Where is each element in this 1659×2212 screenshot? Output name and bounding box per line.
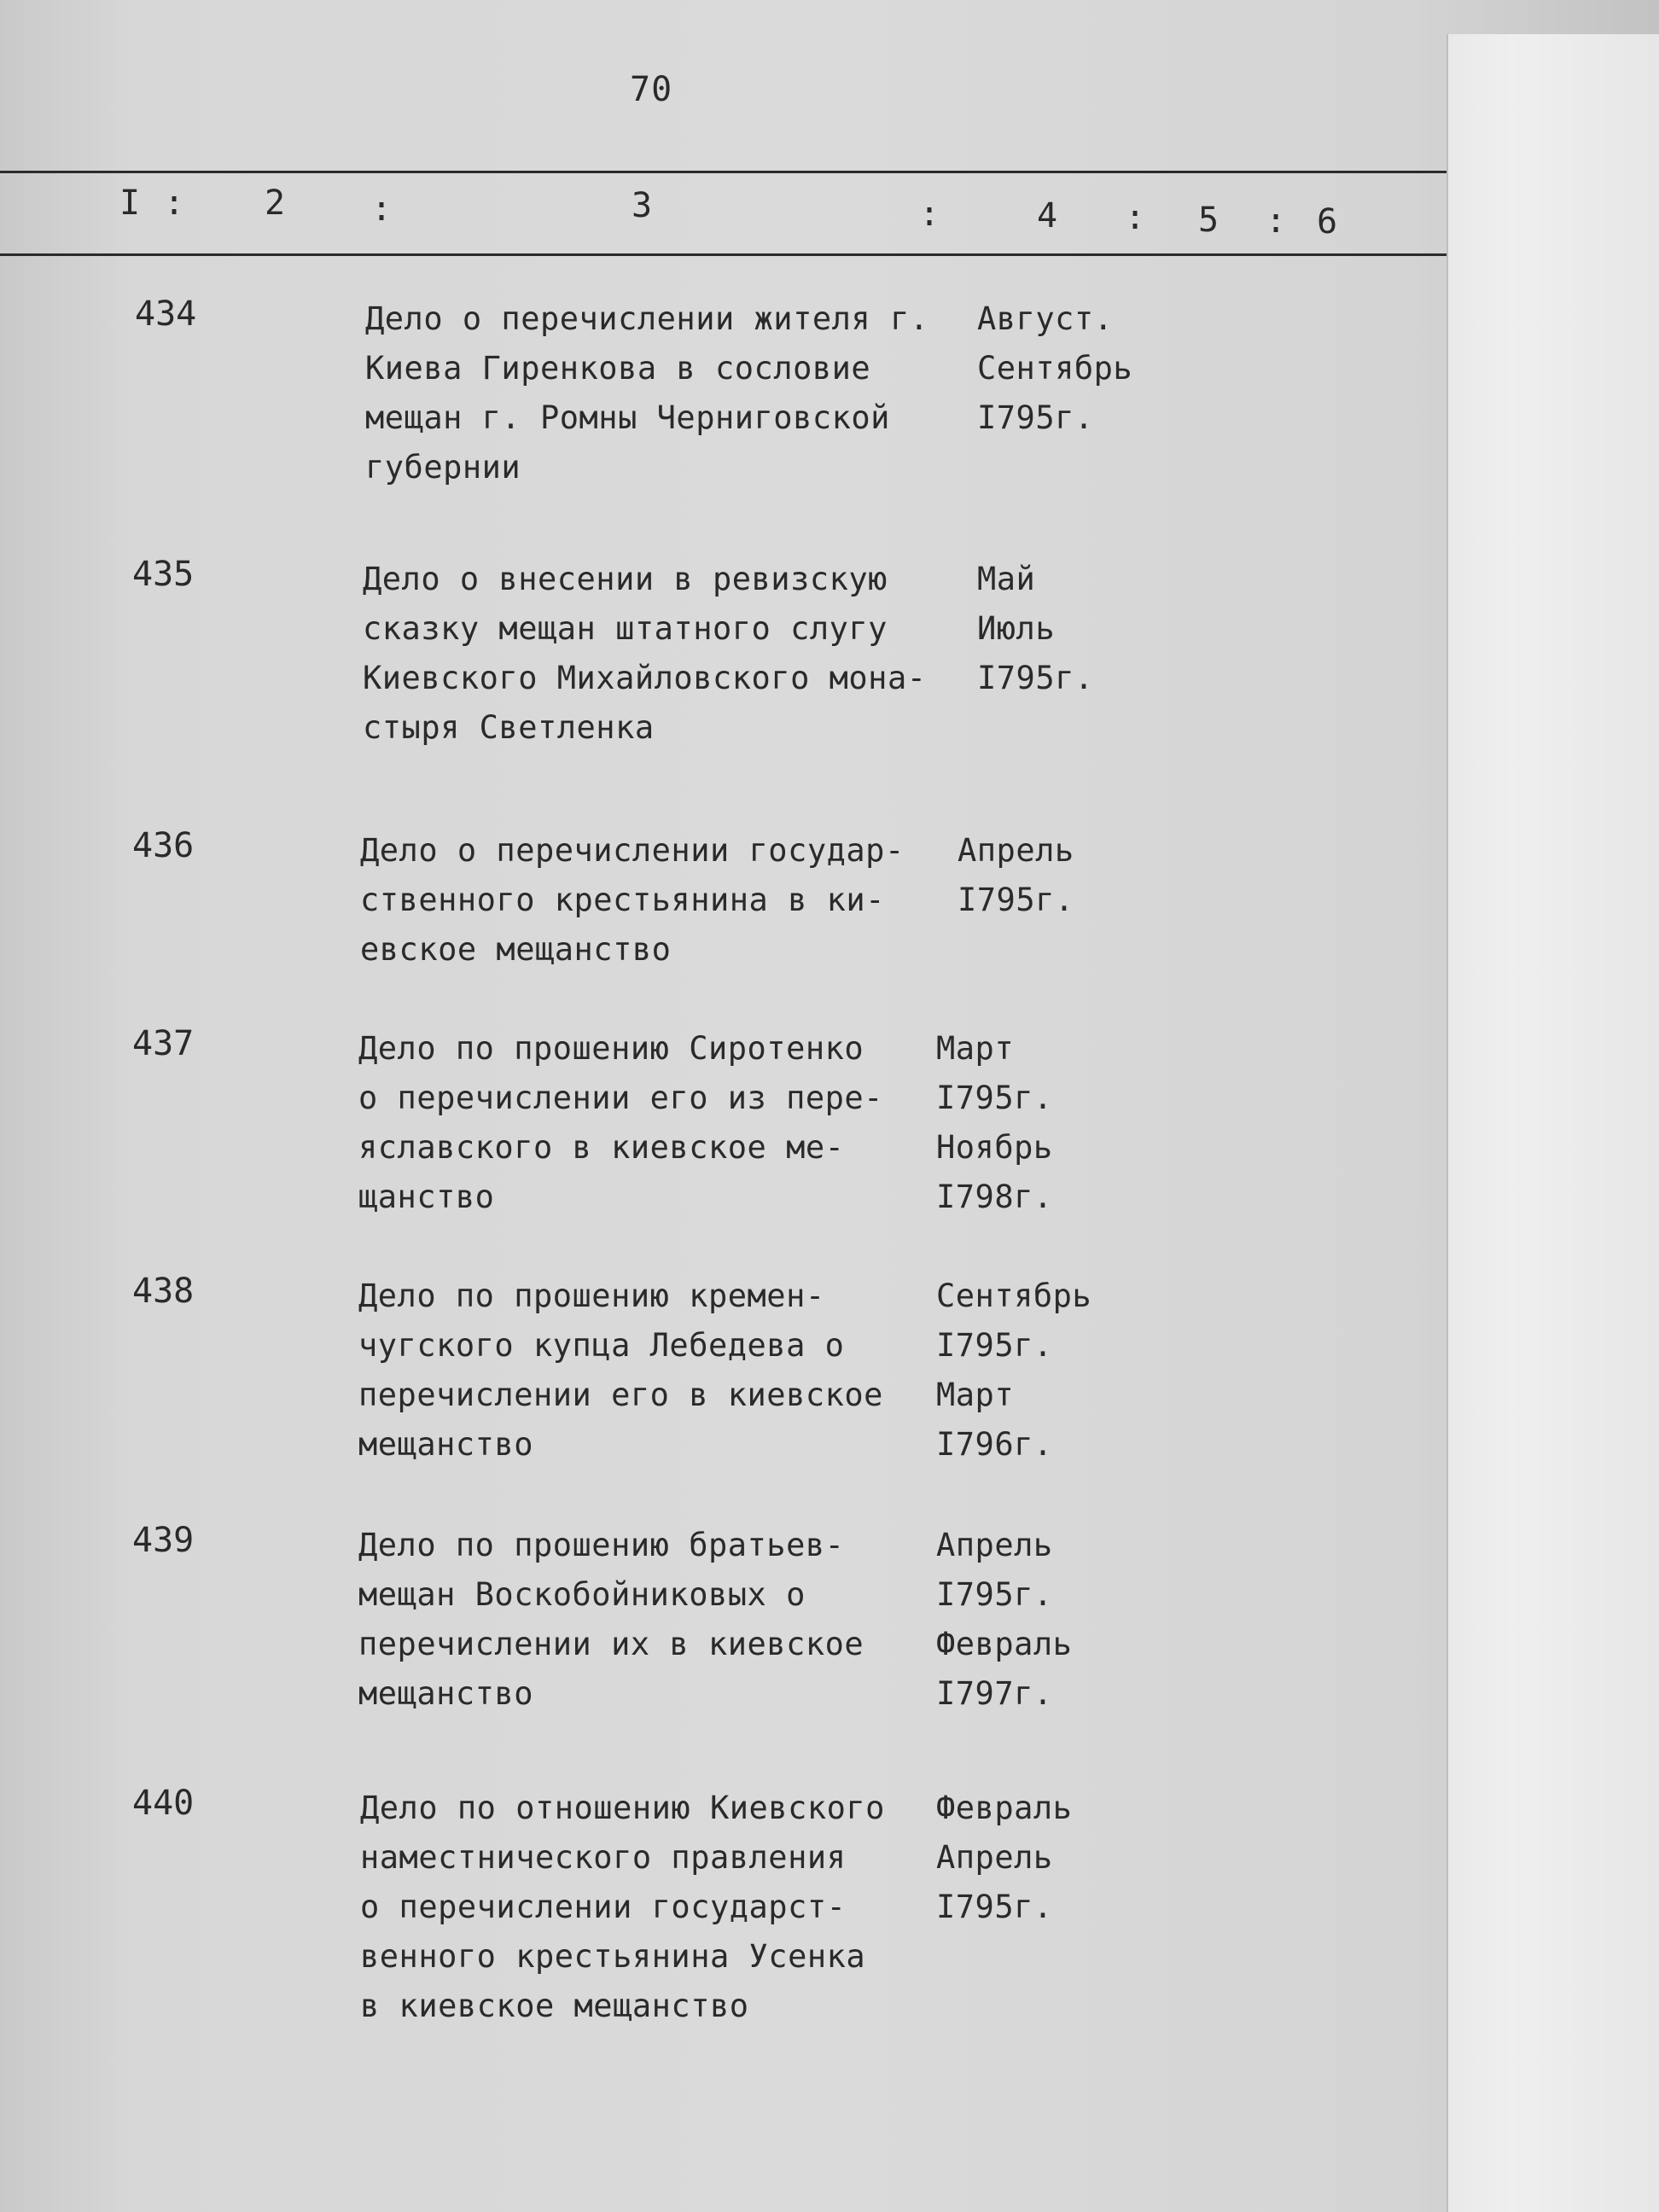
entry-title: Дело о перечислении государ- ственного крестьянина в ки- евское мещанство — [360, 832, 905, 968]
entry-date: Март I795г. Ноябрь I798г. — [936, 1030, 1053, 1215]
entry-title: Дело о внесении в ревизскую сказку мещан штатного слугу Киевского Михайловского мона- стыря Светленка — [363, 561, 927, 746]
entry-number: 435 — [132, 555, 195, 594]
entry-number: 438 — [132, 1272, 195, 1311]
entry-number: 436 — [132, 826, 195, 865]
page-number: 70 — [630, 70, 673, 109]
column-header-5: 5 — [1198, 201, 1220, 240]
entry-number: 440 — [132, 1784, 195, 1823]
table-header-top-rule — [0, 171, 1447, 173]
entry-title: Дело по прошению братьев- мещан Воскобойниковых о перечислении их в киевское мещанство — [358, 1527, 864, 1712]
entry-date: Февраль Апрель I795г. — [936, 1790, 1073, 1925]
column-header-4: 4 — [1037, 196, 1058, 236]
column-header-1: I — [119, 183, 141, 223]
entry-number: 434 — [135, 294, 197, 334]
entry-title: Дело о перечислении жителя г. Киева Гиренкова в сословие мещан г. Ромны Черниговской губернии — [365, 300, 929, 486]
entry-date: Апрель I795г. Февраль I797г. — [936, 1527, 1073, 1712]
entry-date: Май Июль I795г. — [977, 561, 1094, 696]
column-separator: : — [1125, 198, 1146, 237]
entry-date: Август. Сентябрь I795г. — [977, 300, 1133, 436]
entry-number: 439 — [132, 1521, 195, 1560]
entry-number: 437 — [132, 1024, 195, 1063]
column-separator: : — [371, 189, 393, 229]
column-separator: : — [164, 183, 185, 223]
column-header-3: 3 — [632, 186, 653, 225]
table-header-bottom-rule — [0, 253, 1447, 256]
column-separator: : — [1266, 201, 1287, 241]
entry-title: Дело по прошению кремен- чугского купца Лебедева о перечислении его в киевское мещанство — [358, 1278, 883, 1463]
column-header-6: 6 — [1317, 202, 1338, 242]
entry-date: Сентябрь I795г. Март I796г. — [936, 1278, 1092, 1463]
entry-title: Дело по прошению Сиротенко о перечислении его из пере- яславского в киевское ме- щанство — [358, 1030, 883, 1215]
adjacent-page-edge — [1447, 34, 1659, 2212]
entry-date: Апрель I795г. — [958, 832, 1074, 918]
column-header-2: 2 — [265, 183, 286, 223]
entry-title: Дело по отношению Киевского наместнического правления о перечислении государст- венного крестьянина Усенка в киевское мещанство — [360, 1790, 885, 2024]
column-separator: : — [919, 195, 940, 234]
